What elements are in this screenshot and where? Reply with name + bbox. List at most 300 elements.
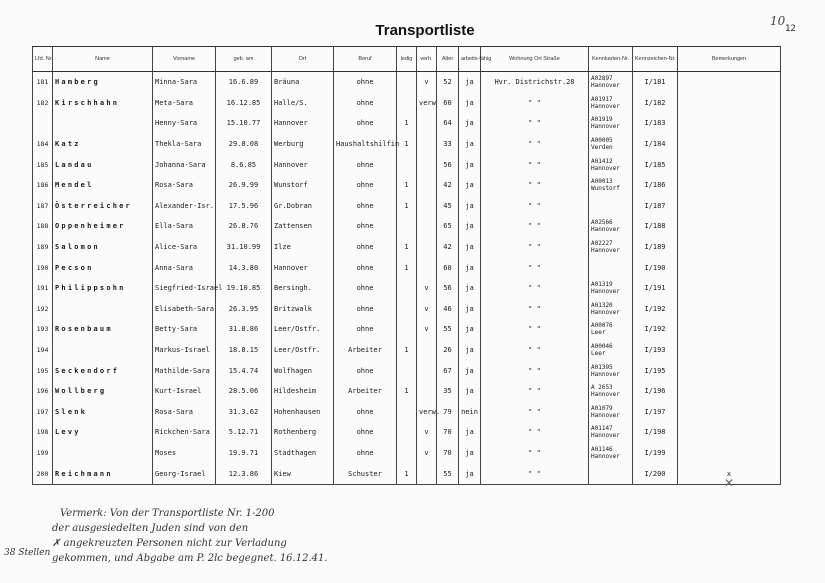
table-row xyxy=(33,319,781,340)
row-number-cell: 194 xyxy=(33,340,53,361)
occupation-cell: ohne xyxy=(334,360,397,381)
birth-date-cell: 26.9.99 xyxy=(216,175,272,196)
surname-cell: Wollberg xyxy=(53,381,153,402)
age-cell: 64 xyxy=(437,113,459,134)
table-row xyxy=(33,134,781,155)
surname-cell xyxy=(53,299,153,320)
birth-place-cell: Leer/Ostfr. xyxy=(272,340,334,361)
table-row xyxy=(33,175,781,196)
surname-cell: Pecson xyxy=(53,257,153,278)
mark-number-cell: I/200 xyxy=(633,463,678,484)
remarks-cell xyxy=(678,299,781,320)
row-number-cell: 186 xyxy=(33,175,53,196)
age-cell: 52 xyxy=(437,72,459,93)
column-header: Alter xyxy=(437,47,459,72)
row-number-cell: 185 xyxy=(33,154,53,175)
married-flag-cell: verw. xyxy=(417,402,437,423)
birth-place-cell: Hannover xyxy=(272,154,334,175)
residence-cell: " " xyxy=(481,463,589,484)
single-flag-cell xyxy=(397,278,417,299)
married-flag-cell xyxy=(417,175,437,196)
residence-cell: " " xyxy=(481,113,589,134)
column-header: geb. am xyxy=(216,47,272,72)
first-name-cell: Kurt-Israel xyxy=(153,381,216,402)
married-flag-cell xyxy=(417,257,437,278)
able-to-work-cell: ja xyxy=(459,278,481,299)
table-row xyxy=(33,113,781,134)
birth-date-cell: 16.6.89 xyxy=(216,72,272,93)
column-header: Beruf xyxy=(334,47,397,72)
mark-number-cell: I/185 xyxy=(633,154,678,175)
column-header: Ort xyxy=(272,47,334,72)
table-row xyxy=(33,402,781,423)
row-number-cell: 200 xyxy=(33,463,53,484)
residence-cell: " " xyxy=(481,381,589,402)
surname-cell: Rosenbaum xyxy=(53,319,153,340)
married-flag-cell xyxy=(417,113,437,134)
mark-number-cell: I/186 xyxy=(633,175,678,196)
occupation-cell: ohne xyxy=(334,72,397,93)
single-flag-cell: 1 xyxy=(397,196,417,217)
residence-cell: " " xyxy=(481,443,589,464)
residence-cell: " " xyxy=(481,402,589,423)
note-line: Vermerk: Von der Transportliste Nr. 1-200 xyxy=(60,508,275,519)
single-flag-cell xyxy=(397,72,417,93)
age-cell: 55 xyxy=(437,319,459,340)
age-cell: 42 xyxy=(437,175,459,196)
remarks-cell xyxy=(678,237,781,258)
id-card-number-cell xyxy=(589,257,633,278)
row-number-cell: 199 xyxy=(33,443,53,464)
remarks-cell xyxy=(678,216,781,237)
birth-place-cell: Leer/Ostfr. xyxy=(272,319,334,340)
birth-place-cell: Zattensen xyxy=(272,216,334,237)
surname-cell: Österreicher xyxy=(53,196,153,217)
note-line: der ausgesiedelten Juden sind von den xyxy=(52,523,249,534)
row-number-cell: 188 xyxy=(33,216,53,237)
residence-cell: Hvr. Districhstr.28 xyxy=(481,72,589,93)
id-card-number-cell: A00046 Leer xyxy=(589,340,633,361)
surname-cell: Katz xyxy=(53,134,153,155)
mark-number-cell: I/187 xyxy=(633,196,678,217)
able-to-work-cell: ja xyxy=(459,381,481,402)
residence-cell: " " xyxy=(481,216,589,237)
table-row xyxy=(33,196,781,217)
residence-cell: " " xyxy=(481,93,589,114)
birth-place-cell: Rothenberg xyxy=(272,422,334,443)
single-flag-cell: 1 xyxy=(397,113,417,134)
table-row xyxy=(33,443,781,464)
birth-date-cell: 17.5.96 xyxy=(216,196,272,217)
birth-place-cell: Ilze xyxy=(272,237,334,258)
column-header: Bemerkungen xyxy=(678,47,781,72)
mark-number-cell: I/184 xyxy=(633,134,678,155)
table-row xyxy=(33,381,781,402)
surname-cell: Levy xyxy=(53,422,153,443)
birth-date-cell: 28.5.06 xyxy=(216,381,272,402)
occupation-cell: ohne xyxy=(334,216,397,237)
id-card-number-cell: A00013 Wunstorf xyxy=(589,175,633,196)
able-to-work-cell: ja xyxy=(459,113,481,134)
able-to-work-cell: ja xyxy=(459,175,481,196)
mark-number-cell: I/191 xyxy=(633,278,678,299)
id-card-number-cell: A01917 Hannover xyxy=(589,93,633,114)
id-card-number-cell: A 2653 Hannover xyxy=(589,381,633,402)
mark-number-cell: I/189 xyxy=(633,237,678,258)
table-row xyxy=(33,93,781,114)
table-row xyxy=(33,154,781,175)
first-name-cell: Elisabeth-Sara xyxy=(153,299,216,320)
single-flag-cell: 1 xyxy=(397,340,417,361)
single-flag-cell: 1 xyxy=(397,175,417,196)
id-card-number-cell: A02227 Hannover xyxy=(589,237,633,258)
age-cell: 60 xyxy=(437,257,459,278)
row-number-cell: 195 xyxy=(33,360,53,381)
occupation-cell: ohne xyxy=(334,443,397,464)
occupation-cell: ohne xyxy=(334,319,397,340)
occupation-cell: ohne xyxy=(334,154,397,175)
able-to-work-cell: ja xyxy=(459,463,481,484)
remarks-cell xyxy=(678,360,781,381)
birth-date-cell: 26.3.95 xyxy=(216,299,272,320)
note-line: ✗ angekreuzten Personen nicht zur Verladung xyxy=(52,538,287,549)
able-to-work-cell: nein xyxy=(459,402,481,423)
remarks-cell xyxy=(678,402,781,423)
single-flag-cell: 1 xyxy=(397,381,417,402)
able-to-work-cell: ja xyxy=(459,299,481,320)
mark-number-cell: I/198 xyxy=(633,422,678,443)
married-flag-cell: v xyxy=(417,278,437,299)
row-number-cell: 191 xyxy=(33,278,53,299)
married-flag-cell xyxy=(417,340,437,361)
married-flag-cell xyxy=(417,360,437,381)
able-to-work-cell: ja xyxy=(459,340,481,361)
mark-number-cell: I/183 xyxy=(633,113,678,134)
residence-cell: " " xyxy=(481,237,589,258)
mark-number-cell: I/190 xyxy=(633,257,678,278)
birth-date-cell: 14.3.80 xyxy=(216,257,272,278)
birth-date-cell: 15.10.77 xyxy=(216,113,272,134)
occupation-cell: ohne xyxy=(334,93,397,114)
married-flag-cell: v xyxy=(417,299,437,320)
row-number-cell: 196 xyxy=(33,381,53,402)
surname-cell xyxy=(53,340,153,361)
age-cell: 67 xyxy=(437,360,459,381)
id-card-number-cell: A02566 Hannover xyxy=(589,216,633,237)
single-flag-cell: 1 xyxy=(397,463,417,484)
residence-cell: " " xyxy=(481,340,589,361)
remarks-cell: x xyxy=(678,463,781,484)
single-flag-cell: 1 xyxy=(397,134,417,155)
mark-number-cell: I/193 xyxy=(633,340,678,361)
remarks-cell xyxy=(678,175,781,196)
row-number-cell: 182 xyxy=(33,93,53,114)
residence-cell: " " xyxy=(481,278,589,299)
occupation-cell: Haushaltshilfin xyxy=(334,134,397,155)
row-number-cell xyxy=(33,113,53,134)
mark-number-cell: I/196 xyxy=(633,381,678,402)
table-header-row xyxy=(33,47,781,72)
birth-date-cell: 31.10.99 xyxy=(216,237,272,258)
mark-number-cell: I/197 xyxy=(633,402,678,423)
occupation-cell: ohne xyxy=(334,402,397,423)
row-number-cell: 184 xyxy=(33,134,53,155)
row-number-cell: 190 xyxy=(33,257,53,278)
table-row xyxy=(33,463,781,484)
age-cell: 56 xyxy=(437,154,459,175)
column-header: Lfd. Nr. xyxy=(33,47,53,72)
remarks-cell xyxy=(678,196,781,217)
age-cell: 26 xyxy=(437,340,459,361)
id-card-number-cell: A01412 Hannover xyxy=(589,154,633,175)
remarks-cell xyxy=(678,443,781,464)
occupation-cell: ohne xyxy=(334,175,397,196)
row-number-cell: 197 xyxy=(33,402,53,423)
remarks-cell xyxy=(678,113,781,134)
remarks-cell xyxy=(678,72,781,93)
first-name-cell: Ella-Sara xyxy=(153,216,216,237)
married-flag-cell: v xyxy=(417,443,437,464)
id-card-number-cell xyxy=(589,463,633,484)
remarks-cell xyxy=(678,154,781,175)
surname-cell: Seckendorf xyxy=(53,360,153,381)
age-cell: 55 xyxy=(437,463,459,484)
single-flag-cell xyxy=(397,443,417,464)
table-row xyxy=(33,422,781,443)
row-number-cell: 192 xyxy=(33,299,53,320)
id-card-number-cell: A00076 Leer xyxy=(589,319,633,340)
surname-cell xyxy=(53,113,153,134)
id-card-number-cell: A01146 Hannover xyxy=(589,443,633,464)
first-name-cell: Minna-Sara xyxy=(153,72,216,93)
residence-cell: " " xyxy=(481,196,589,217)
birth-date-cell: 15.4.74 xyxy=(216,360,272,381)
residence-cell: " " xyxy=(481,134,589,155)
mark-number-cell: I/199 xyxy=(633,443,678,464)
birth-date-cell: 29.8.08 xyxy=(216,134,272,155)
first-name-cell: Siegfried-Israel xyxy=(153,278,216,299)
column-header: ledig xyxy=(397,47,417,72)
surname-cell: Landau xyxy=(53,154,153,175)
table-row xyxy=(33,340,781,361)
remarks-cell xyxy=(678,340,781,361)
age-cell: 35 xyxy=(437,381,459,402)
table-row xyxy=(33,299,781,320)
residence-cell: " " xyxy=(481,422,589,443)
first-name-cell: Henny-Sara xyxy=(153,113,216,134)
column-header: Wohnung Ort Straße xyxy=(481,47,589,72)
remarks-cell xyxy=(678,319,781,340)
birth-place-cell: Bräuna xyxy=(272,72,334,93)
surname-cell: Salomon xyxy=(53,237,153,258)
married-flag-cell xyxy=(417,463,437,484)
birth-place-cell: Bersingh. xyxy=(272,278,334,299)
first-name-cell: Mathilde-Sara xyxy=(153,360,216,381)
age-cell: 42 xyxy=(437,237,459,258)
table-row xyxy=(33,360,781,381)
birth-place-cell: Werburg xyxy=(272,134,334,155)
remarks-cell xyxy=(678,422,781,443)
first-name-cell: Moses xyxy=(153,443,216,464)
birth-date-cell: 16.12.85 xyxy=(216,93,272,114)
table-row xyxy=(33,72,781,93)
column-header: arbeits-fähig xyxy=(459,47,481,72)
cross-mark: ✕ xyxy=(724,476,735,490)
row-number-cell: 187 xyxy=(33,196,53,217)
birth-date-cell: 19.10.85 xyxy=(216,278,272,299)
mark-number-cell: I/195 xyxy=(633,360,678,381)
able-to-work-cell: ja xyxy=(459,443,481,464)
residence-cell: " " xyxy=(481,154,589,175)
birth-place-cell: Wolfhagen xyxy=(272,360,334,381)
column-header: Kennzeichen-Nr. xyxy=(633,47,678,72)
occupation-cell: Schuster xyxy=(334,463,397,484)
first-name-cell: Betty-Sara xyxy=(153,319,216,340)
occupation-cell: ohne xyxy=(334,257,397,278)
married-flag-cell xyxy=(417,237,437,258)
first-name-cell: Johanna-Sara xyxy=(153,154,216,175)
able-to-work-cell: ja xyxy=(459,216,481,237)
table-body xyxy=(33,72,781,485)
able-to-work-cell: ja xyxy=(459,134,481,155)
table-row xyxy=(33,278,781,299)
first-name-cell: Georg-Israel xyxy=(153,463,216,484)
able-to-work-cell: ja xyxy=(459,93,481,114)
married-flag-cell xyxy=(417,216,437,237)
birth-date-cell: 12.3.86 xyxy=(216,463,272,484)
married-flag-cell: v xyxy=(417,319,437,340)
id-card-number-cell: A00005 Verden xyxy=(589,134,633,155)
surname-cell: Philippsohn xyxy=(53,278,153,299)
occupation-cell: ohne xyxy=(334,299,397,320)
birth-date-cell: 5.12.71 xyxy=(216,422,272,443)
married-flag-cell xyxy=(417,134,437,155)
id-card-number-cell: A02897 Hannover xyxy=(589,72,633,93)
birth-date-cell: 31.3.62 xyxy=(216,402,272,423)
row-number-cell: 189 xyxy=(33,237,53,258)
note-line: gekommen, und Abgabe am P. 2lc begegnet. 16.12.41. xyxy=(52,553,328,564)
mark-number-cell: I/182 xyxy=(633,93,678,114)
single-flag-cell xyxy=(397,319,417,340)
id-card-number-cell xyxy=(589,196,633,217)
first-name-cell: Anna-Sara xyxy=(153,257,216,278)
occupation-cell: Arbeiter xyxy=(334,381,397,402)
table-row xyxy=(33,257,781,278)
single-flag-cell: 1 xyxy=(397,257,417,278)
birth-date-cell: 8.6.85 xyxy=(216,154,272,175)
residence-cell: " " xyxy=(481,175,589,196)
age-cell: 46 xyxy=(437,299,459,320)
occupation-cell: ohne xyxy=(334,237,397,258)
table-row xyxy=(33,216,781,237)
able-to-work-cell: ja xyxy=(459,319,481,340)
first-name-cell: Alice-Sara xyxy=(153,237,216,258)
birth-date-cell: 31.8.86 xyxy=(216,319,272,340)
birth-place-cell: Hannover xyxy=(272,257,334,278)
column-header: Kennkarten-Nr. xyxy=(589,47,633,72)
birth-place-cell: Britzwalk xyxy=(272,299,334,320)
first-name-cell: Meta-Sara xyxy=(153,93,216,114)
single-flag-cell xyxy=(397,360,417,381)
mark-number-cell: I/188 xyxy=(633,216,678,237)
column-header: Name xyxy=(53,47,153,72)
single-flag-cell: 1 xyxy=(397,237,417,258)
mark-number-cell: I/181 xyxy=(633,72,678,93)
surname-cell: Slenk xyxy=(53,402,153,423)
id-card-number-cell: A01319 Hannover xyxy=(589,278,633,299)
mark-number-cell: I/192 xyxy=(633,299,678,320)
first-name-cell: Rosa-Sara xyxy=(153,402,216,423)
id-card-number-cell: A01079 Hannover xyxy=(589,402,633,423)
corner-page-mark: 10 xyxy=(770,14,786,28)
single-flag-cell xyxy=(397,216,417,237)
occupation-cell: Arbeiter xyxy=(334,340,397,361)
single-flag-cell xyxy=(397,93,417,114)
surname-cell: Mendel xyxy=(53,175,153,196)
surname-cell: Kirschhahn xyxy=(53,93,153,114)
residence-cell: " " xyxy=(481,299,589,320)
birth-place-cell: Halle/S. xyxy=(272,93,334,114)
birth-place-cell: Kiew xyxy=(272,463,334,484)
table-row xyxy=(33,237,781,258)
married-flag-cell xyxy=(417,381,437,402)
first-name-cell: Rosa-Sara xyxy=(153,175,216,196)
single-flag-cell xyxy=(397,402,417,423)
able-to-work-cell: ja xyxy=(459,154,481,175)
id-card-number-cell: A01919 Hannover xyxy=(589,113,633,134)
occupation-cell: ohne xyxy=(334,196,397,217)
remarks-cell xyxy=(678,278,781,299)
able-to-work-cell: ja xyxy=(459,257,481,278)
residence-cell: " " xyxy=(481,360,589,381)
row-number-cell: 193 xyxy=(33,319,53,340)
id-card-number-cell: A01320 Hannover xyxy=(589,299,633,320)
married-flag-cell xyxy=(417,154,437,175)
age-cell: 60 xyxy=(437,93,459,114)
residence-cell: " " xyxy=(481,319,589,340)
able-to-work-cell: ja xyxy=(459,72,481,93)
birth-place-cell: Gr.Dobran xyxy=(272,196,334,217)
row-number-cell: 198 xyxy=(33,422,53,443)
age-cell: 33 xyxy=(437,134,459,155)
married-flag-cell: v xyxy=(417,72,437,93)
first-name-cell: Thekla-Sara xyxy=(153,134,216,155)
birth-place-cell: Hohenhausen xyxy=(272,402,334,423)
remarks-cell xyxy=(678,134,781,155)
married-flag-cell: v xyxy=(417,422,437,443)
row-number-cell: 181 xyxy=(33,72,53,93)
transport-table xyxy=(32,46,781,485)
surname-cell: Reichmann xyxy=(53,463,153,484)
age-cell: 70 xyxy=(437,422,459,443)
age-cell: 79 xyxy=(437,402,459,423)
able-to-work-cell: ja xyxy=(459,360,481,381)
occupation-cell: ohne xyxy=(334,113,397,134)
column-header: Vorname xyxy=(153,47,216,72)
able-to-work-cell: ja xyxy=(459,196,481,217)
birth-place-cell: Wunstorf xyxy=(272,175,334,196)
surname-cell xyxy=(53,443,153,464)
birth-place-cell: Hildesheim xyxy=(272,381,334,402)
page-number: 12 xyxy=(785,24,796,34)
occupation-cell: ohne xyxy=(334,278,397,299)
first-name-cell: Alexander-Isr. xyxy=(153,196,216,217)
age-cell: 65 xyxy=(437,216,459,237)
first-name-cell: Markus-Israel xyxy=(153,340,216,361)
birth-date-cell: 18.8.15 xyxy=(216,340,272,361)
birth-date-cell: 19.9.71 xyxy=(216,443,272,464)
first-name-cell: Rickchen-Sara xyxy=(153,422,216,443)
